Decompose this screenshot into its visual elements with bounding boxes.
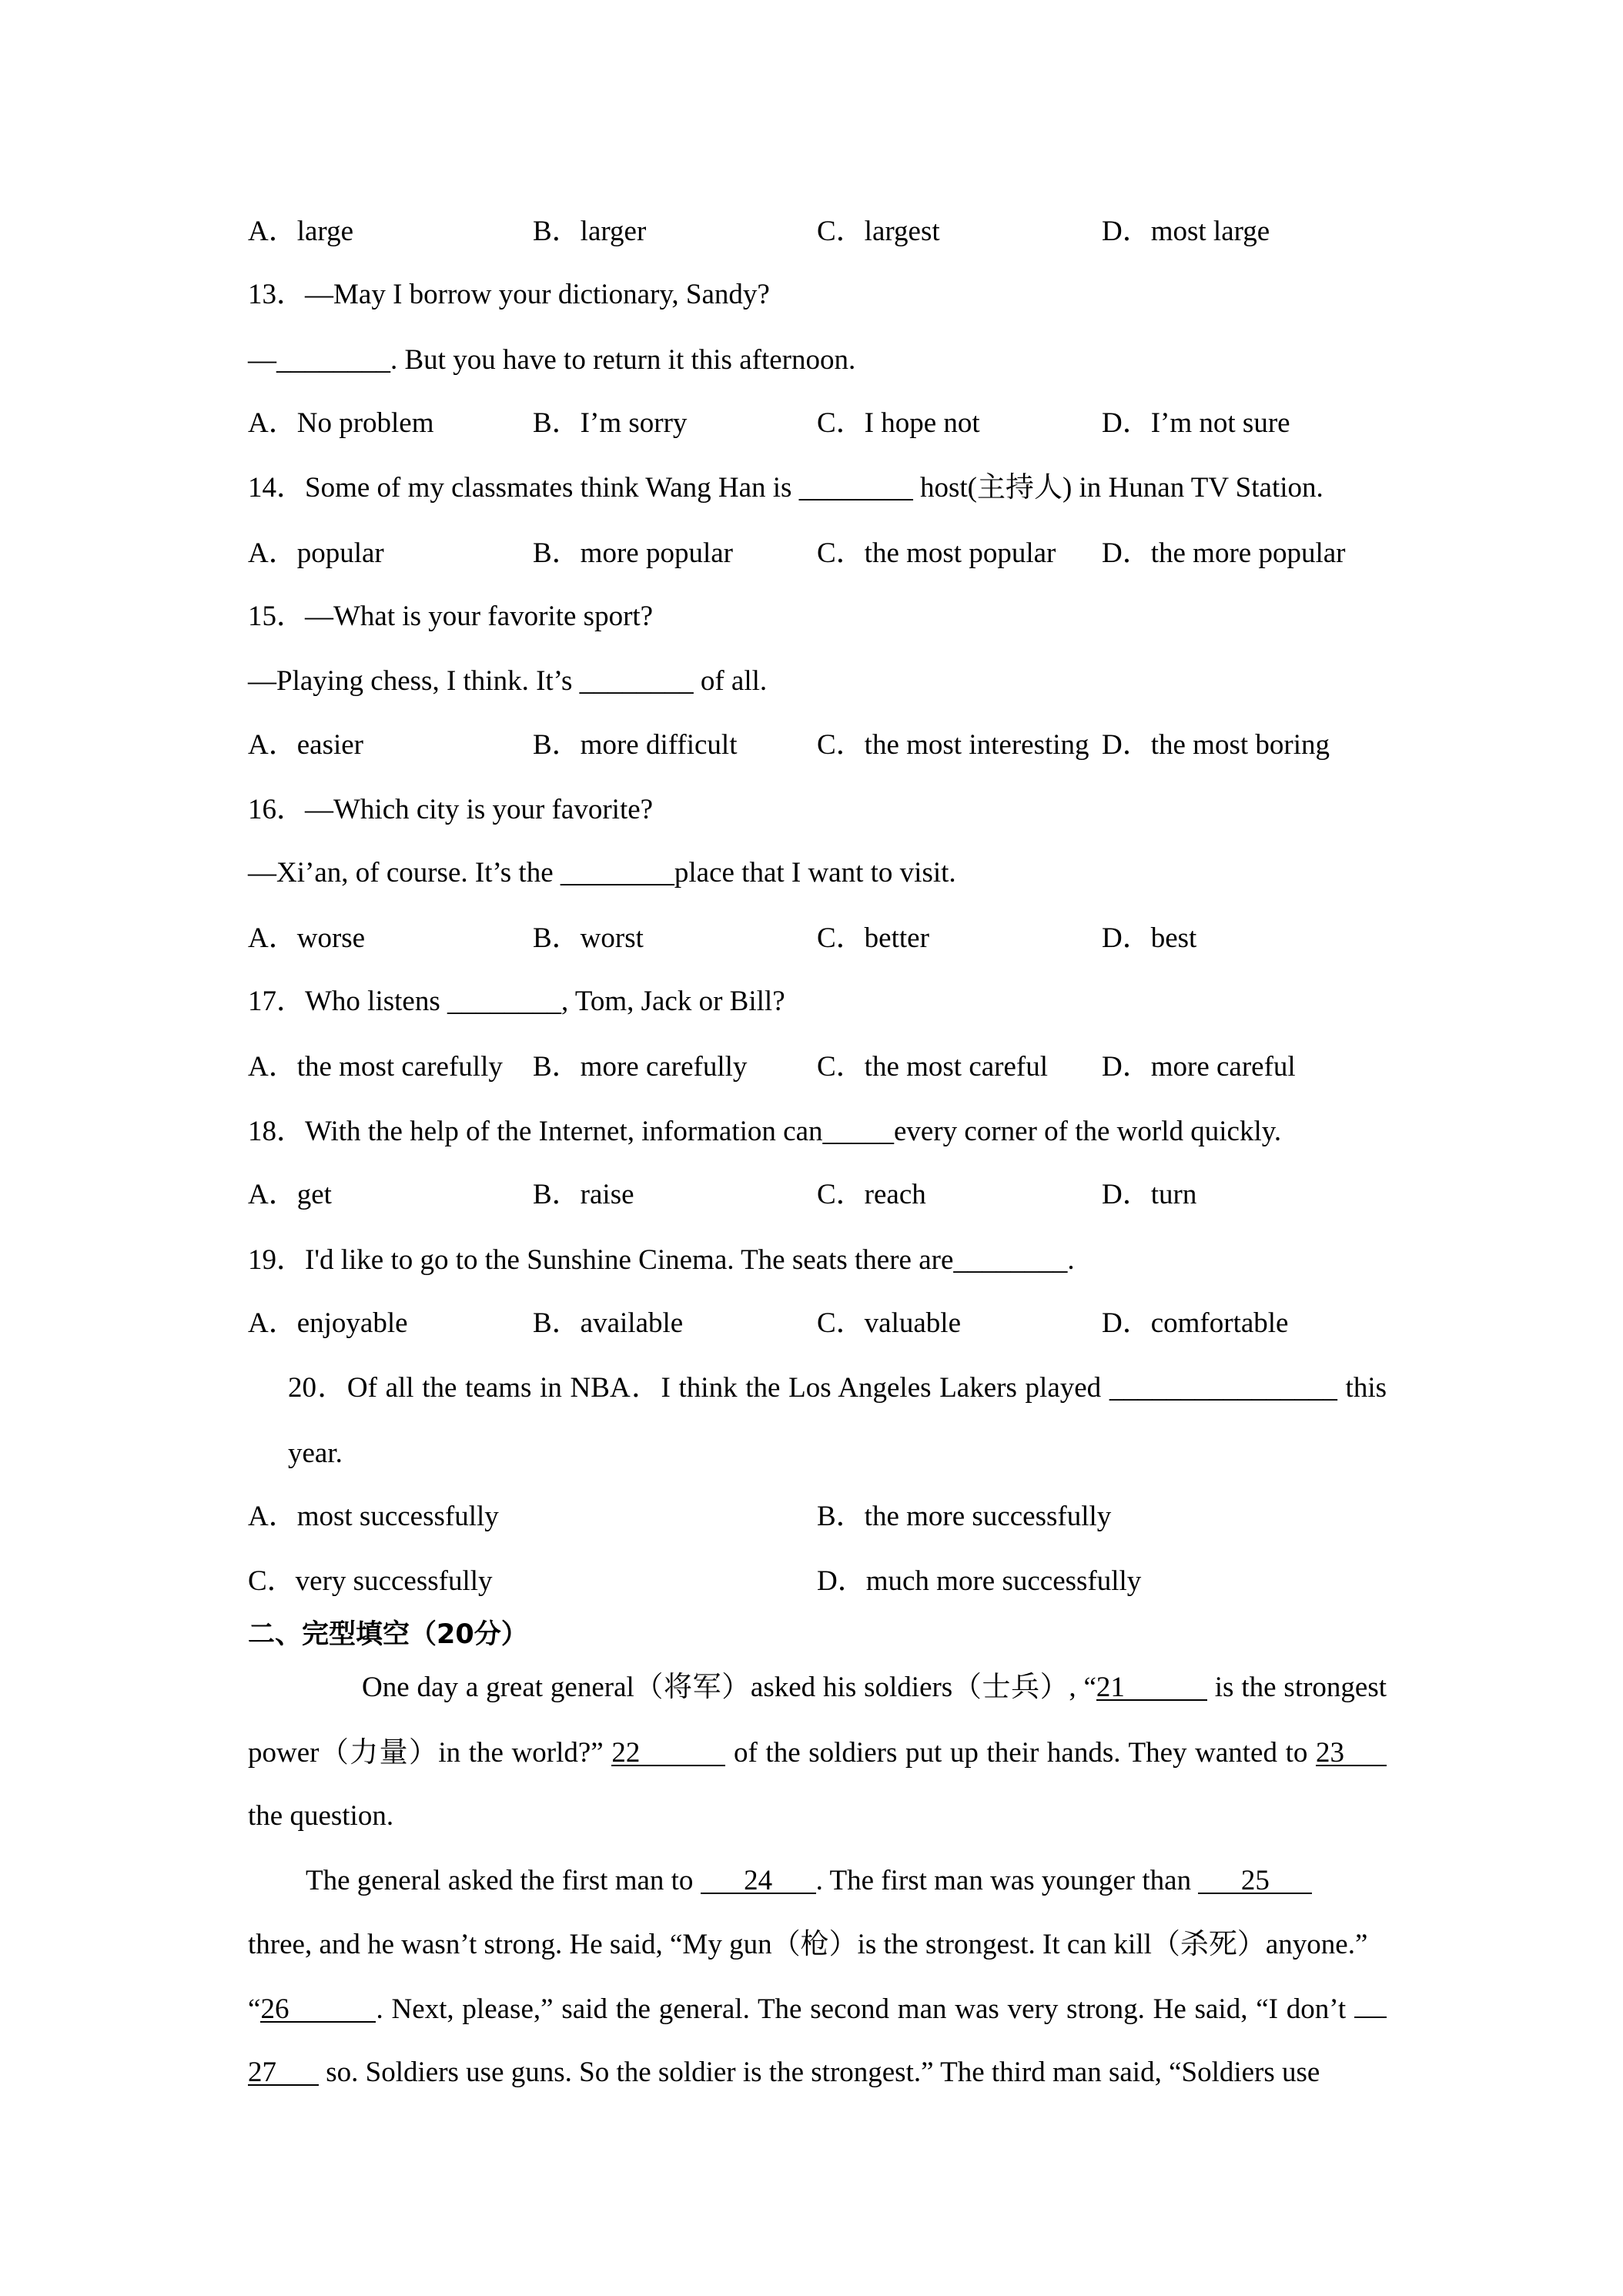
q14-option-d: D．the more popular: [1102, 537, 1346, 569]
q20-stem-end: this: [1345, 1372, 1387, 1404]
q13-options: [0, 404, 1623, 443]
q17-option-a: A．the most carefully: [248, 1051, 503, 1083]
q17-option-d: D．more careful: [1102, 1051, 1296, 1083]
q18-option-a: A．get: [248, 1179, 332, 1210]
q14-option-c: C．the most popular: [817, 537, 1056, 569]
q14-options: [0, 534, 1623, 573]
q15-options: [0, 726, 1623, 765]
q15-reply: —Playing chess, I think. It’s ________ of all.: [248, 665, 768, 697]
q14-option-b: B．more popular: [533, 537, 733, 569]
blank-22: 22: [611, 1742, 725, 1766]
q12-option-d: D．most large: [1102, 216, 1270, 247]
q15-option-d: D．the most boring: [1102, 729, 1330, 761]
cloze-line-7: [248, 2053, 1320, 2092]
blank-23: 23: [1316, 1742, 1387, 1766]
blank-25: 25: [1198, 1869, 1312, 1894]
q13-option-a: A．No problem: [248, 407, 434, 439]
q18-option-c: C．reach: [817, 1179, 926, 1210]
q14-stem: 14．Some of my classmates think Wang Han is ________ host(主持人) in Hunan TV Station.: [248, 472, 1323, 504]
q20-options-cd: [0, 1562, 1623, 1601]
blank-27-part2: 27: [248, 2061, 319, 2086]
q20-option-c: C．very successfully: [248, 1565, 493, 1597]
q20-stem-continued: year.: [288, 1438, 343, 1469]
q13-stem: 13．—May I borrow your dictionary, Sandy?: [248, 279, 770, 310]
q18-options: [0, 1176, 1623, 1214]
q15-option-a: A．easier: [248, 729, 363, 761]
cloze-line-1: [362, 1668, 1387, 1707]
q19-option-d: D．comfortable: [1102, 1307, 1289, 1339]
q16-reply: —Xi’an, of course. It’s the ________place that I want to visit.: [248, 857, 956, 889]
q20-option-b: B．the more successfully: [817, 1501, 1112, 1532]
q19-option-c: C．valuable: [817, 1307, 962, 1339]
q13-option-d: D．I’m not sure: [1102, 407, 1290, 439]
cloze-text: . Next, please,” said the general. The second man was very strong. He said, “I don’t: [376, 1993, 1347, 2025]
cloze-text: of the soldiers put up their hands. They wanted to: [733, 1737, 1308, 1769]
cloze-line-3: the question.: [248, 1800, 394, 1832]
q17-option-c: C．the most careful: [817, 1051, 1049, 1083]
cloze-line-4: [306, 1862, 1312, 1900]
q17-options: [0, 1048, 1623, 1086]
q12-option-a: A．large: [248, 216, 353, 247]
q19-option-a: A．enjoyable: [248, 1307, 408, 1339]
q18-option-d: D．turn: [1102, 1179, 1197, 1210]
q17-stem: 17．Who listens ________, Tom, Jack or Bill?: [248, 986, 785, 1017]
cloze-text: so. Soldiers use guns. So the soldier is the strongest.” The third man said, “Soldiers use: [326, 2057, 1320, 2088]
q18-option-b: B．raise: [533, 1179, 634, 1210]
q16-stem: 16．—Which city is your favorite?: [248, 794, 654, 825]
q12-options: [0, 213, 1623, 251]
cloze-text: One day a great general（将军）asked his soldiers（士兵）, “: [362, 1672, 1096, 1703]
section-heading-cloze: 二、完型填空（20分）: [248, 1619, 528, 1650]
q16-option-d: D．best: [1102, 922, 1197, 954]
q19-option-b: B．available: [533, 1307, 684, 1339]
cloze-text: . The first man was younger than: [815, 1865, 1192, 1896]
q16-option-b: B．worst: [533, 922, 644, 954]
q15-option-c: C．the most interesting: [817, 729, 1089, 761]
q14-option-a: A．popular: [248, 537, 384, 569]
blank-24: 24: [701, 1869, 816, 1894]
q16-option-c: C．better: [817, 922, 929, 954]
q17-option-b: B．more carefully: [533, 1051, 748, 1083]
q20-stem-start: 20．Of all the teams in NBA．I think the Los Angeles Lakers played: [288, 1372, 1102, 1404]
q19-stem: 19．I'd like to go to the Sunshine Cinema. The seats there are________.: [248, 1244, 1075, 1276]
cloze-text: The general asked the first man to: [306, 1865, 694, 1896]
cloze-line-5: three, and he wasn’t strong. He said, “My gun（枪）is the strongest. It can kill（杀死）anyone.”: [248, 1929, 1368, 1960]
q20-stem: [288, 1369, 1387, 1407]
blank-21: 21: [1096, 1676, 1207, 1701]
q15-option-b: B．more difficult: [533, 729, 738, 761]
blank-27-part1: [1354, 2017, 1387, 2018]
q18-stem: 18．With the help of the Internet, information can_____every corner of the world quickly.: [248, 1116, 1282, 1147]
q20-option-d: D．much more successfully: [817, 1565, 1142, 1597]
q13-reply: —________. But you have to return it this afternoon.: [248, 344, 856, 376]
q13-option-c: C．I hope not: [817, 407, 980, 439]
q19-options: [0, 1304, 1623, 1343]
cloze-text: is the strongest: [1214, 1672, 1387, 1703]
cloze-text: “: [248, 1993, 261, 2025]
cloze-line-6: [248, 1990, 1387, 2029]
q20-options-ab: [0, 1498, 1623, 1536]
q16-option-a: A．worse: [248, 922, 366, 954]
q15-stem: 15．—What is your favorite sport?: [248, 601, 654, 632]
blank-26: 26: [260, 1998, 376, 2023]
cloze-line-2: [248, 1734, 1387, 1772]
cloze-text: power（力量）in the world?”: [248, 1737, 604, 1769]
q20-blank: ________________: [1109, 1372, 1337, 1404]
q12-option-c: C．largest: [817, 216, 940, 247]
q13-option-b: B．I’m sorry: [533, 407, 688, 439]
q12-option-b: B．larger: [533, 216, 647, 247]
q16-options: [0, 919, 1623, 958]
q20-option-a: A．most successfully: [248, 1501, 499, 1532]
